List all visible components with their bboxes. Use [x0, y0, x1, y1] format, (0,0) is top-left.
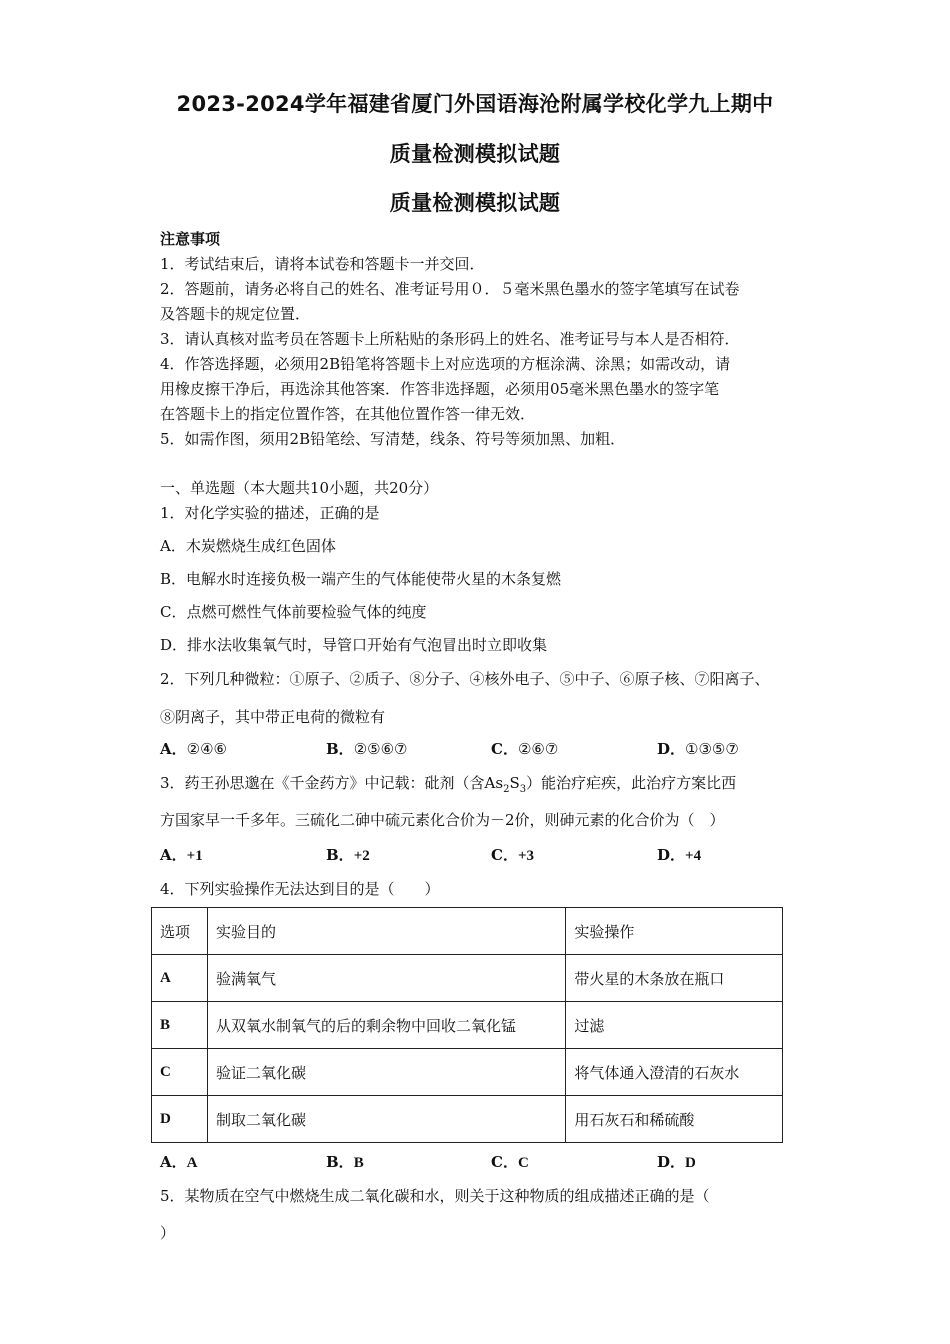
notice-line: 1．考试结束后，请将本试卷和答题卡一并交回．: [160, 255, 485, 273]
table-cell: 带火星的木条放在瓶口: [566, 955, 783, 1002]
question-4-stem: 4．下列实验操作无法达到目的是（ ）: [160, 880, 440, 898]
question-1-option-b: B．电解水时连接负极一端产生的气体能使带火星的木条复燃: [160, 570, 562, 588]
table-cell: 验证二氧化碳: [207, 1049, 565, 1096]
table-cell: B: [152, 1002, 208, 1049]
question-4-table: [151, 907, 783, 1143]
question-5-stem-line1: 5．某物质在空气中燃烧生成二氧化碳和水，则关于这种物质的组成描述正确的是（: [160, 1187, 710, 1205]
notice-line: 5．如需作图，须用2B铅笔绘、写清楚，线条、符号等须加黑、加粗．: [160, 430, 626, 448]
table-row: [152, 1096, 783, 1143]
question-1-option-c: C．点燃可燃性气体前要检验气体的纯度: [160, 603, 427, 621]
table-cell: 从双氧水制氧气的后的剩余物中回收二氧化锰: [207, 1002, 565, 1049]
table-header-cell: 选项: [152, 908, 208, 955]
question-3-option-d: D．+4: [657, 846, 702, 864]
question-1-option-a: A．木炭燃烧生成红色固体: [160, 537, 336, 555]
question-4-option-c: C．C: [491, 1153, 529, 1171]
table-header-row: [152, 908, 783, 955]
question-4-option-b: B．B: [326, 1153, 364, 1171]
notice-heading: 注意事项: [160, 230, 221, 248]
question-4-option-d: D．D: [657, 1153, 696, 1171]
section-heading: 一、单选题（本大题共10小题，共20分）: [160, 479, 439, 497]
notice-line: 及答题卡的规定位置．: [160, 305, 311, 323]
table-cell: C: [152, 1049, 208, 1096]
table-row: [152, 955, 783, 1002]
question-2-option-d: D．①③⑤⑦: [657, 740, 739, 758]
question-2-option-b: B．②⑤⑥⑦: [326, 740, 408, 758]
notice-line: 4．作答选择题，必须用2B铅笔将答题卡上对应选项的方框涂满、涂黑；如需改动，请: [160, 355, 731, 373]
notice-line: 用橡皮擦干净后，再选涂其他答案．作答非选择题，必须用05毫米黑色墨水的签字笔: [160, 380, 720, 398]
question-3-option-a: A．+1: [160, 846, 203, 864]
table-cell: 验满氧气: [207, 955, 565, 1002]
table-cell: 过滤: [566, 1002, 783, 1049]
question-1-stem: 1．对化学实验的描述，正确的是: [160, 504, 380, 522]
table-cell: D: [152, 1096, 208, 1143]
notice-line: 2．答题前，请务必将自己的姓名、准考证号用０．５毫米黑色墨水的签字笔填写在试卷: [160, 280, 740, 298]
question-4-option-a: A．A: [160, 1153, 198, 1171]
question-3-option-c: C．+3: [491, 846, 535, 864]
question-1-option-d: D．排水法收集氧气时，导管口开始有气泡冒出时立即收集: [160, 636, 548, 654]
question-3-option-b: B．+2: [326, 846, 370, 864]
page-title-line2: 质量检测模拟试题: [389, 142, 561, 166]
table-header-cell: 实验操作: [566, 908, 783, 955]
table-cell: 制取二氧化碳: [207, 1096, 565, 1143]
question-2-stem-line2: ⑧阴离子，其中带正电荷的微粒有: [160, 708, 386, 726]
question-5-stem-line2: ）: [160, 1224, 176, 1242]
question-2-option-c: C．②⑥⑦: [491, 740, 559, 758]
page-title-line1: 2023-2024学年福建省厦门外国语海沧附属学校化学九上期中: [176, 92, 774, 116]
notice-line: 3．请认真核对监考员在答题卡上所粘贴的条形码上的姓名、准考证号与本人是否相符．: [160, 330, 740, 348]
table-row: [152, 1002, 783, 1049]
table-row: [152, 1049, 783, 1096]
table-cell: 将气体通入澄清的石灰水: [566, 1049, 783, 1096]
question-2-option-a: A．②④⑥: [160, 740, 227, 758]
table-cell: 用石灰石和稀硫酸: [566, 1096, 783, 1143]
question-2-stem-line1: 2．下列几种微粒：①原子、②质子、⑧分子、④核外电子、⑤中子、⑥原子核、⑦阳离子、: [160, 670, 770, 688]
question-3-stem-line1: 3．药王孙思邈在《千金药方》中记载：砒剂（含$As_2S_3$）能治疗疟疾，此治疗方案比西: [160, 774, 737, 795]
table-cell: A: [152, 955, 208, 1002]
chemical-formula: $As_2S_3$: [484, 774, 527, 795]
page-title-line3: 质量检测模拟试题: [389, 191, 561, 215]
question-3-stem-line2: 方国家早一千多年。三硫化二砷中硫元素化合价为－2价，则砷元素的化合价为（ ）: [160, 811, 725, 829]
table-header-cell: 实验目的: [207, 908, 565, 955]
notice-line: 在答题卡上的指定位置作答，在其他位置作答一律无效．: [160, 405, 536, 423]
